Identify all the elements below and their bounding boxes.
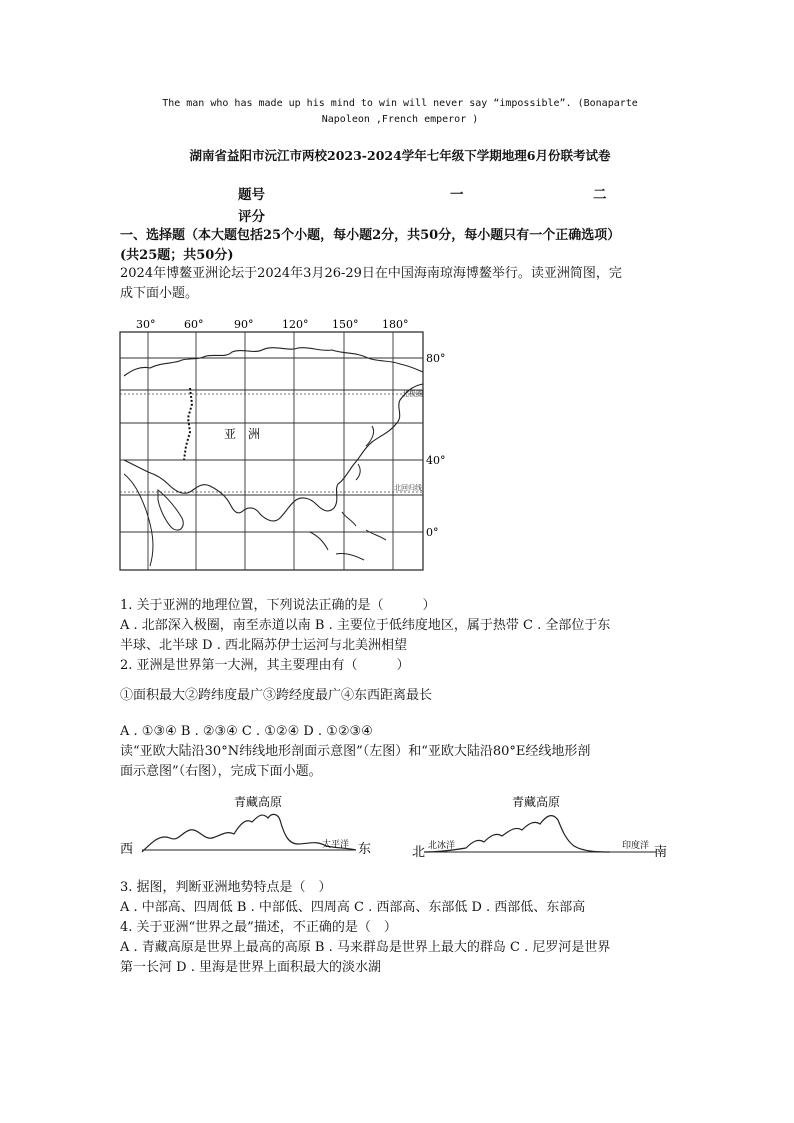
profile-80E [410, 790, 680, 862]
q4-options-line-2: 第一长河 D . 里海是世界上面积最大的淡水湖 [120, 960, 381, 975]
asia-map [110, 314, 455, 576]
section-heading-line-2: (共25题；共50分) [120, 248, 234, 263]
motto-quote [150, 96, 650, 128]
profile-left-ocean: 太平洋 [322, 840, 350, 850]
section-heading [120, 226, 680, 266]
lon-label: 90° [234, 318, 254, 331]
lat-label: 40° [426, 454, 446, 467]
score-label-score: 评分 [238, 209, 265, 225]
profile-right-ocean-south: 印度洋 [622, 841, 650, 851]
exam-title: 湖南省益阳市沅江市两校2023-2024学年七年级下学期地理6月份联考试卷 [189, 148, 611, 163]
ural-boundary [184, 388, 192, 460]
q1-stem: 1. 关于亚洲的地理位置，下列说法正确的是（ ） [120, 598, 436, 613]
q2-options: A . ①③④ B . ②③④ C . ①②④ D . ①②③④ [120, 724, 373, 739]
asia-region-label: 亚 洲 [224, 427, 261, 441]
motto-line-1: The man who has made up his mind to win will never say “impossible”. (Bonaparte [162, 98, 638, 109]
intro-line-2: 成下面小题。 [120, 286, 199, 301]
map-grid [120, 332, 423, 570]
lon-label: 180° [382, 318, 409, 331]
intro-line-1: 2024年博鳌亚洲论坛于2024年3月26-29日在中国海南琼海博鳌举行。读亚洲简图，完 [120, 266, 622, 281]
section-heading-line-1: 一、选择题（本大题包括25个小题，每小题2分，共50分，每小题只有一个正确选项） [120, 228, 621, 243]
q2-stem: 2. 亚洲是世界第一大洲，其主要理由有（ ） [120, 658, 410, 673]
q3-options: A . 中部高、四周低 B . 中部低、四周高 C . 西部高、东部低 D . 西部低、东部高 [120, 900, 586, 915]
lon-label: 60° [184, 318, 204, 331]
section-intro [120, 264, 680, 304]
tropic-label: 北回归线 [394, 484, 422, 492]
africa-arabia-outline [124, 474, 183, 566]
islands-outline [310, 426, 386, 560]
lat-label: 80° [426, 352, 446, 365]
score-col-1: 一 [450, 187, 464, 203]
q1-options-line-1: A . 北部深入极圈，南至赤道以南 B . 主要位于低纬度地区，属于热带 C . 全部位于东 [120, 618, 611, 633]
profile-30N [112, 790, 382, 862]
question-1 [120, 596, 680, 676]
score-col-2: 二 [593, 187, 607, 203]
profile-right-north: 北 [412, 845, 426, 860]
q34-intro [120, 742, 680, 782]
lat-label: 0° [426, 526, 439, 539]
motto-line-2: Napoleon ,French emperor ) [321, 114, 479, 125]
lon-label: 120° [282, 318, 309, 331]
lon-label: 30° [136, 318, 156, 331]
map-frame [120, 332, 423, 570]
q34-intro-line-2: 面示意图”（右图），完成下面小题。 [120, 764, 322, 779]
q2-items: ①面积最大②跨纬度最广③跨经度最广④东西距离最长 [120, 688, 433, 703]
profile-left-peak-label: 青藏高原 [234, 795, 283, 809]
q4-stem: 4. 关于亚洲“世界之最”描述，不正确的是（ ） [120, 920, 397, 935]
score-label-number: 题号 [238, 187, 265, 203]
profile-left-east: 东 [358, 842, 372, 857]
profile-right-ocean-north: 北冰洋 [428, 841, 456, 851]
profile-right-peak-label: 青藏高原 [512, 795, 561, 809]
lon-label: 150° [332, 318, 359, 331]
profile-left-west: 西 [120, 842, 134, 857]
q3-stem: 3. 据图，判断亚洲地势特点是（ ） [120, 880, 332, 895]
question-3-4 [120, 878, 680, 978]
score-table [238, 182, 607, 226]
q34-intro-line-1: 读“亚欧大陆沿30°N纬线地形剖面示意图”（左图）和“亚欧大陆沿80°E经线地形剖 [120, 744, 591, 759]
q1-options-line-2: 半球、北半球 D . 西北隔苏伊士运河与北美洲相望 [120, 638, 407, 653]
profile-right-south: 南 [654, 845, 668, 860]
q4-options-line-1: A . 青藏高原是世界上最高的高原 B . 马来群岛是世界上最大的群岛 C . 尼罗河是世界 [120, 940, 611, 955]
arctic-circle-label: 北极圈 [402, 390, 423, 398]
